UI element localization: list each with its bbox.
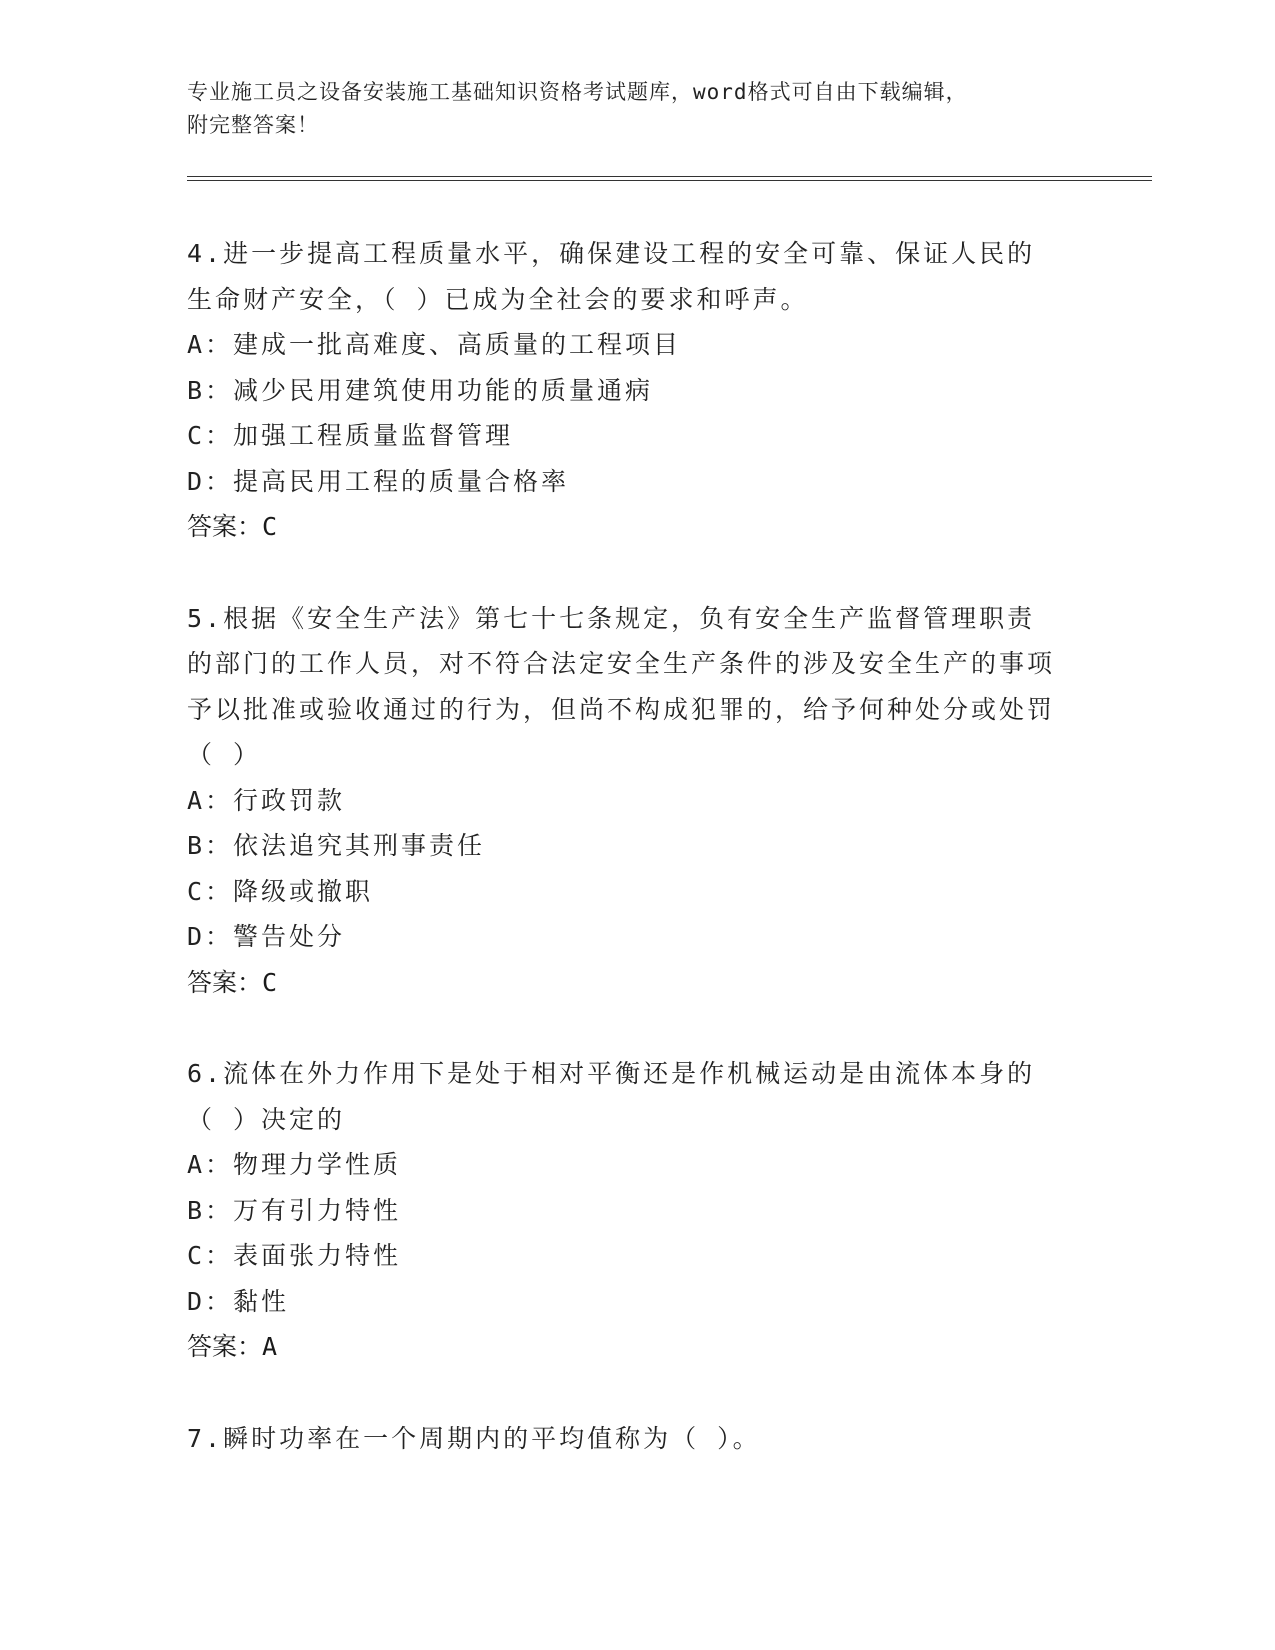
answer-value: C <box>262 967 278 997</box>
answer-label: 答案： <box>187 1332 263 1361</box>
option-c: C：降级或撤职 <box>187 876 374 906</box>
answer <box>187 504 1057 550</box>
question-stem: 4.进一步提高工程质量水平，确保建设工程的安全可靠、保证人民的生命财产安全，（ ）已成为全社会的要求和呼声。 <box>187 239 1036 314</box>
document-header <box>187 76 1087 142</box>
option-a: A：行政罚款 <box>187 785 346 815</box>
question-list <box>187 231 1057 1507</box>
option-b: B：依法追究其刑事责任 <box>187 831 486 860</box>
option-c: C：表面张力特性 <box>187 1241 402 1270</box>
header-line-2: 附完整答案！ <box>187 113 319 137</box>
question-4 <box>187 231 1057 550</box>
option-b: B：减少民用建筑使用功能的质量通病 <box>187 375 654 405</box>
answer <box>187 1324 1057 1370</box>
header-divider <box>187 176 1152 181</box>
option-c: C：加强工程质量监督管理 <box>187 421 514 450</box>
question-6 <box>187 1051 1057 1370</box>
option-d: D：黏性 <box>187 1286 290 1316</box>
option-a: A：物理力学性质 <box>187 1150 402 1179</box>
header-line-1: 专业施工员之设备安装施工基础知识资格考试题库，word格式可自由下载编辑， <box>187 80 968 104</box>
question-stem: 5.根据《安全生产法》第七十七条规定，负有安全生产监督管理职责的部门的工作人员，对不符合法定安全生产条件的涉及安全生产的事项予以批准或验收通过的行为，但尚不构成犯罪的，给予何种处分或处罚（ ） <box>187 603 1056 769</box>
option-a: A：建成一批高难度、高质量的工程项目 <box>187 330 682 359</box>
question-7 <box>187 1416 1057 1462</box>
answer-label: 答案： <box>187 512 263 541</box>
option-d: D：提高民用工程的质量合格率 <box>187 466 570 496</box>
answer-value: C <box>262 512 278 541</box>
option-b: B：万有引力特性 <box>187 1195 402 1225</box>
answer-value: A <box>262 1332 278 1361</box>
question-stem: 7.瞬时功率在一个周期内的平均值称为（ ）。 <box>187 1423 761 1453</box>
question-5 <box>187 596 1057 1006</box>
question-stem: 6.流体在外力作用下是处于相对平衡还是作机械运动是由流体本身的（ ）决定的 <box>187 1059 1036 1134</box>
answer <box>187 960 1057 1006</box>
answer-label: 答案： <box>187 967 263 997</box>
option-d: D：警告处分 <box>187 922 346 951</box>
